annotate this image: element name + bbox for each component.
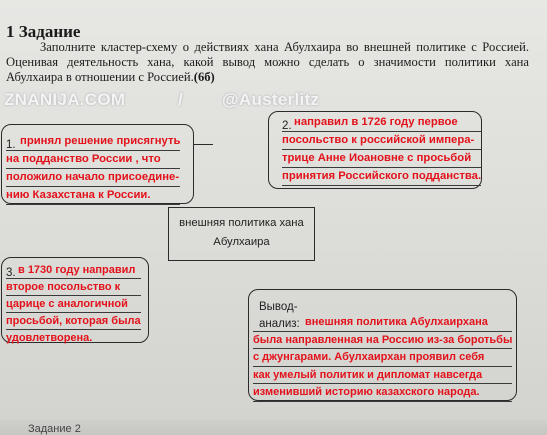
box-2-line: трице Анне Иоановне с просьбой xyxy=(282,150,481,168)
conclusion-label-line2: анализ: xyxy=(259,318,300,330)
box-3-line: царице с аналогичной xyxy=(6,296,141,313)
box-3-line: второе посольство к xyxy=(6,279,141,296)
box-2-line: направил в 1726 году первое xyxy=(282,114,481,132)
page-bottom-edge xyxy=(0,420,547,435)
center-topic-line: внешняя политика хана xyxy=(179,217,304,229)
box-1-number: 1. xyxy=(6,139,16,151)
box-1-line: положило начало присоедине- xyxy=(6,169,180,187)
box-1-answer xyxy=(6,133,180,205)
conclusion-answer xyxy=(253,314,512,402)
box-1-line: нию Казахстана к России. xyxy=(6,187,180,205)
box-1-line: на подданство России , что xyxy=(6,151,180,169)
task-text: Заполните кластер-схему о действиях хана Абулхаира во внешней политике с Россией. Оценивая деятельность хана, какой вывод можно сделать о значимости политики хана Абулхаира в отношении с Россией. xyxy=(6,40,529,84)
task-score: (6б) xyxy=(193,70,215,84)
conclusion-line: была направленная на Россию из-за боротьбы xyxy=(253,332,512,350)
conclusion-line: с джунгарами. Абулхаирхан проявил себя xyxy=(253,349,512,367)
conclusion-line: как умелый политик и дипломат навсегда xyxy=(253,367,512,385)
watermark-separator: / xyxy=(178,90,184,109)
task-instructions xyxy=(6,40,529,85)
task-heading: 1 Задание xyxy=(6,22,81,41)
box-3-line: в 1730 году направил xyxy=(6,262,141,279)
box-2-number: 2. xyxy=(282,120,292,132)
box-2-line: посольство к российской импера- xyxy=(282,132,481,150)
box-3-line: просьбой, которая была xyxy=(6,313,141,330)
connector-line-1 xyxy=(193,144,213,145)
conclusion-line: внешняя политика Абулхаирхана xyxy=(253,314,512,332)
box-3-answer xyxy=(6,262,141,346)
box-3-line: удовлетворена. xyxy=(6,332,93,344)
box-3-number: 3. xyxy=(6,267,16,279)
box-1-line: принял решение присягнуть xyxy=(6,133,180,151)
conclusion-line: изменивший историю казахского народа. xyxy=(253,384,512,402)
next-task-heading: Задание 2 xyxy=(28,423,81,435)
center-topic xyxy=(168,214,315,252)
watermark-site: ZNANIJA.COM xyxy=(4,90,126,109)
box-2-line: принятия Российского подданства. xyxy=(282,168,481,186)
center-topic-line: Абулхаира xyxy=(213,236,270,248)
conclusion-label-line1: Вывод- xyxy=(259,301,298,313)
watermark-author: @Austerlitz xyxy=(222,90,320,109)
box-2-answer xyxy=(282,114,481,186)
